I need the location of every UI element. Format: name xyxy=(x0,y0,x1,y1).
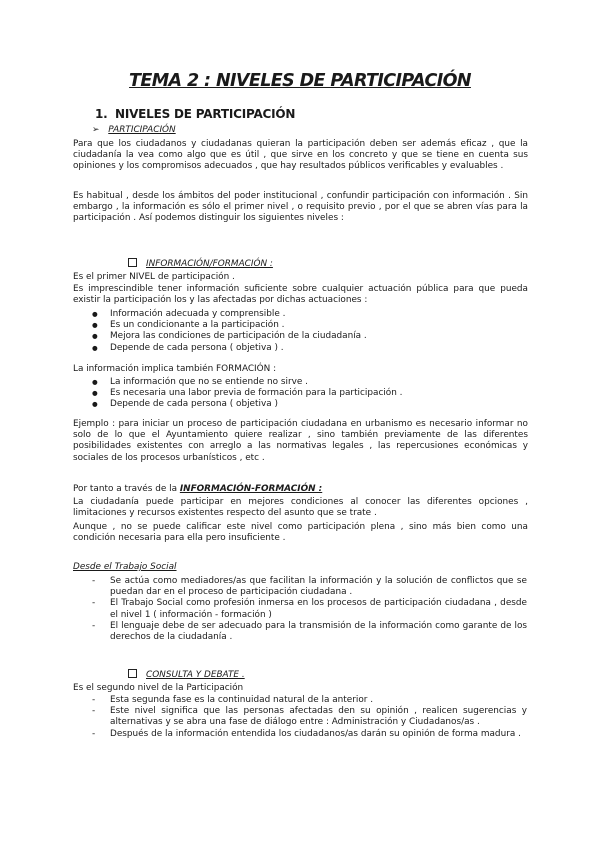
checkbox-icon xyxy=(128,669,137,678)
paragraph-prefix: Por tanto a través de la xyxy=(73,484,180,494)
paragraph-informacion-1: Es el primer NIVEL de participación . xyxy=(73,272,235,282)
list-item: - El lenguaje debe de ser adecuado para la transmisión de la información como garante de los derechos de la ciudadanía . xyxy=(90,621,527,643)
inline-label: INFORMACIÓN-FORMACIÓN : xyxy=(179,484,323,494)
section-number: 1. xyxy=(95,107,108,121)
trabajo-social-label: Desde el Trabajo Social xyxy=(73,562,177,572)
list-item: ● Depende de cada persona ( objetiva ) . xyxy=(90,343,510,354)
subheading-label: PARTICIPACIÓN xyxy=(108,125,176,135)
trabajo-social-heading xyxy=(73,562,528,573)
paragraph-informacion-2: Es imprescindible tener información suficiente sobre cualquier actuación pública para que pueda existir la participación los y las afectadas por dichas actuaciones : xyxy=(73,284,528,306)
list-item: ● Es necesaria una labor previa de formación para la participación . xyxy=(90,388,510,399)
arrow-bullet-icon: ➢ xyxy=(92,125,100,135)
dash-list-trabajo-social xyxy=(90,576,527,643)
paragraph-por-tanto xyxy=(73,484,528,495)
paragraph-participacion-1: Para que los ciudadanos y ciudadanas quieran la participación deben ser además eficaz , que la ciudadanía la vea como algo que es útil , que sirve en los concreto y que se tiene en cuenta sus opiniones y los compromisos adecuados , que hay resultados públicos verificables y evaluables . xyxy=(73,139,528,172)
document-title: TEMA 2 : NIVELES DE PARTICIPACIÓN xyxy=(129,71,471,91)
section-informacion xyxy=(128,258,273,270)
subheading-participacion xyxy=(92,125,176,136)
paragraph-ejemplo: Ejemplo : para iniciar un proceso de participación ciudadana en urbanismo es necesario informar no solo de lo que el Ayuntamiento quiere realizar , sino también previamente de las diferentes posibilidades existentes con arreglo a las normativas legales , las repercusiones económicas y sociales de los procesos urbanísticos , etc . xyxy=(73,419,528,463)
list-item: ● Es un condicionante a la participación . xyxy=(90,320,510,331)
paragraph-participacion-2: Es habitual , desde los ámbitos del poder institucional , confundir participación con información . Sin embargo , la información es sólo el primer nivel , o requisito previo , por el que se abren vías para la participación . Así podemos distinguir los siguientes niveles : xyxy=(73,191,528,224)
list-item: ● Mejora las condiciones de participación de la ciudadanía . xyxy=(90,331,510,342)
paragraph-informacion-6: La ciudadanía puede participar en mejores condiciones al conocer las diferentes opciones , limitaciones y recursos existentes respecto del asunto que se trate . xyxy=(73,497,528,519)
paragraph-informacion-3: La información implica también FORMACIÓN : xyxy=(73,364,277,374)
list-item: ● Depende de cada persona ( objetiva ) xyxy=(90,399,510,410)
list-item: ● La información que no se entiende no sirve . xyxy=(90,377,510,388)
section-heading-text: NIVELES DE PARTICIPACIÓN xyxy=(114,107,296,121)
section-consulta xyxy=(128,669,245,681)
list-item: - Se actúa como mediadores/as que facilitan la información y la solución de conflictos que se puedan dar en el proceso de participación ciudadana . xyxy=(90,576,527,598)
checkbox-icon xyxy=(128,258,137,267)
list-item: - El Trabajo Social como profesión inmersa en los procesos de participación ciudadana , desde el nivel 1 ( información - formación ) xyxy=(90,598,527,620)
section-label: INFORMACIÓN/FORMACIÓN : xyxy=(146,259,273,269)
section-label: CONSULTA Y DEBATE . xyxy=(146,670,245,680)
section-heading xyxy=(95,107,295,121)
list-item: - Después de la información entendida los ciudadanos/as darán su opinión de forma madura . xyxy=(90,729,527,740)
paragraph-informacion-7: Aunque , no se puede calificar este nivel como participación plena , sino más bien como una condición necesaria para ella pero insuficiente . xyxy=(73,522,528,544)
dash-list-consulta xyxy=(90,695,527,740)
bullet-list-formacion xyxy=(90,377,510,411)
list-item: ● Información adecuada y comprensible . xyxy=(90,309,510,320)
list-item: - Este nivel significa que las personas afectadas den su opinión , realicen sugerencias y alternativas y se abra una fase de diálogo entre : Administración y Ciudadanos/as . xyxy=(90,706,527,728)
bullet-list-informacion xyxy=(90,309,510,354)
paragraph-consulta-1: Es el segundo nivel de la Participación xyxy=(73,683,244,693)
list-item: - Esta segunda fase es la continuidad natural de la anterior . xyxy=(90,695,527,706)
